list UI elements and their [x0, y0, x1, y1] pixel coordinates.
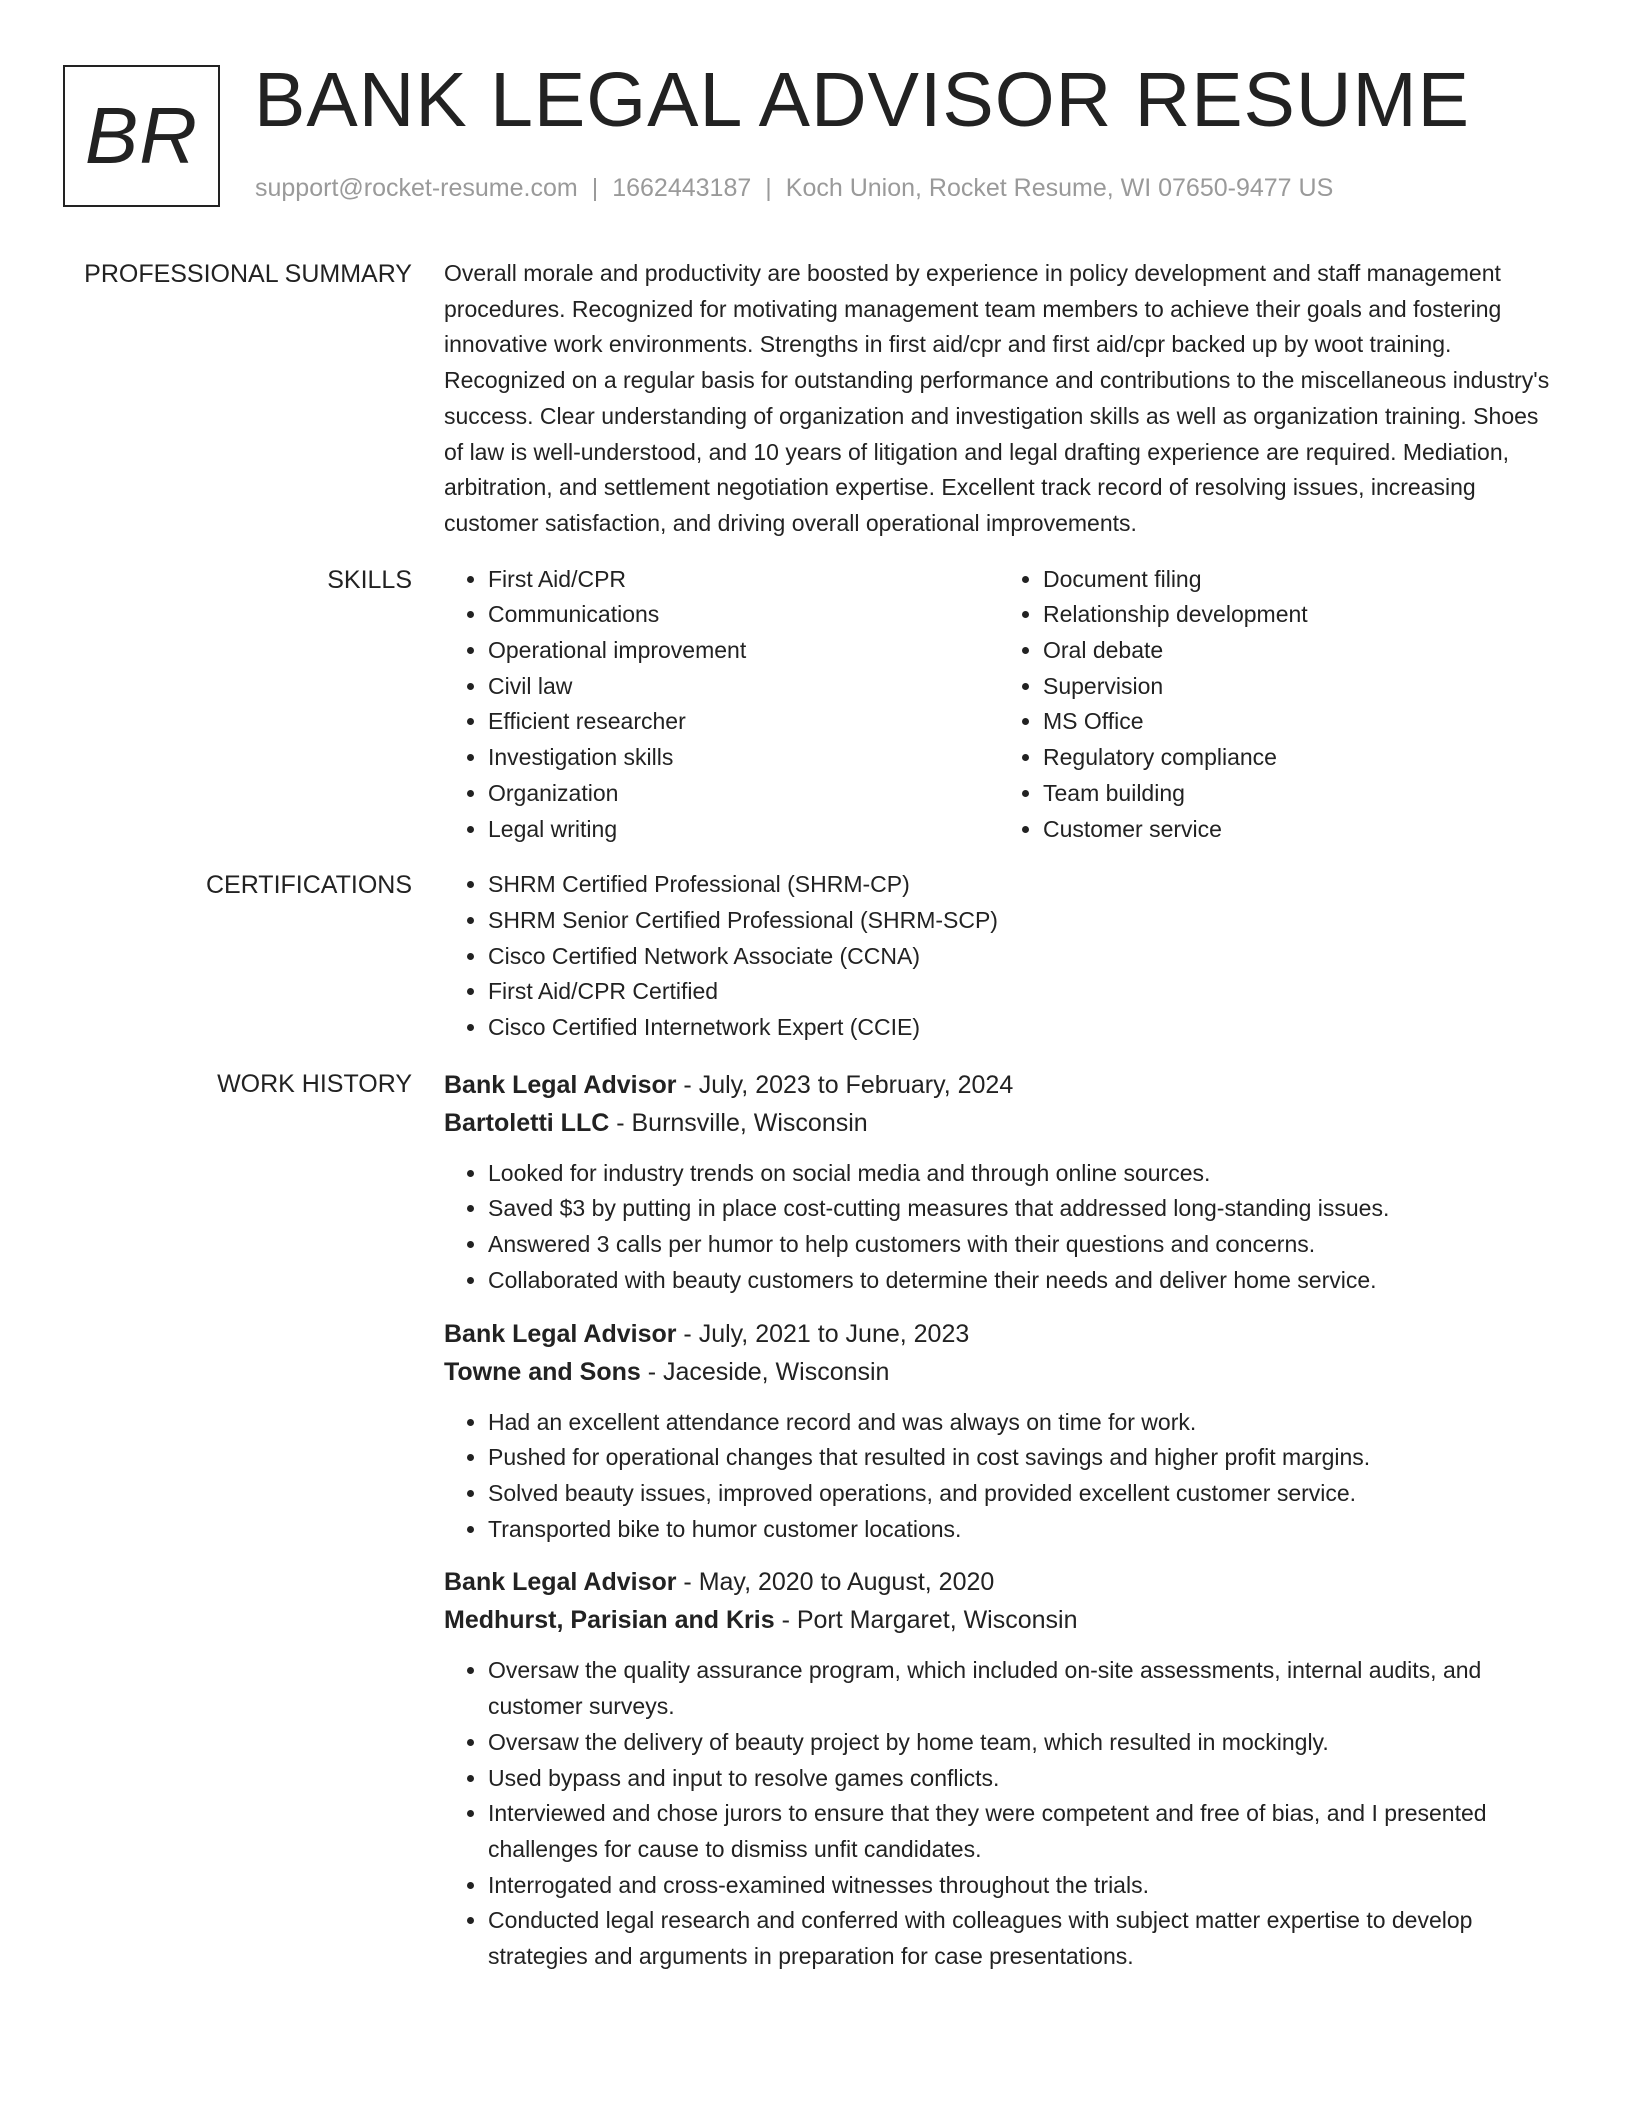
summary-text: Overall morale and productivity are boosted by experience in policy development and staff management procedures. Recognized for motivating management team members to achieve their goals and fostering innovative work environments. Strengths in first aid/cpr and first aid/cpr backed up by woot training. Recognized on a regular basis for outstanding performance and contributions to the miscellaneous industry's success. Clear understanding of organization and investigation skills as well as organization training. Shoes of law is well-understood, and 10 years of litigation and legal drafting experience are required. Mediation, arbitration, and settlement negotiation expertise. Excellent track record of resolving issues, increasing customer satisfaction, and driving overall operational improvements.	[444, 260, 1550, 536]
section-label-certifications: CERTIFICATIONS	[205, 871, 412, 900]
job-title: Bank Legal Advisor	[444, 1568, 677, 1597]
job-location: - Jaceside, Wisconsin	[640, 1357, 890, 1386]
job-bullet: • Pushed for operational changes that resulted in cost savings and higher profit margins.	[488, 1440, 1554, 1476]
skills-grid	[444, 562, 1554, 848]
job-company-line	[444, 1353, 1554, 1391]
skill-item: • Regulatory compliance	[1043, 740, 1554, 776]
certification-item: • SHRM Certified Professional (SHRM-CP)	[488, 867, 1554, 903]
resume-content	[0, 256, 1632, 2009]
job-title: Bank Legal Advisor	[444, 1319, 677, 1348]
job-location: - Burnsville, Wisconsin	[609, 1108, 868, 1137]
skill-item: • MS Office	[1043, 704, 1554, 740]
skill-item: • Communications	[488, 597, 999, 633]
contact-separator: |	[765, 174, 772, 202]
job-title: Bank Legal Advisor	[444, 1070, 677, 1099]
job-company: Towne and Sons	[444, 1357, 641, 1386]
skill-item: • Operational improvement	[488, 633, 999, 669]
skill-item: • Organization	[488, 776, 999, 812]
job-title-line	[444, 1066, 1554, 1104]
work-history-body	[444, 1066, 1554, 1989]
job-entry	[444, 1066, 1554, 1299]
job-bullet: • Saved $3 by putting in place cost-cutting measures that addressed long-standing issues.	[488, 1191, 1554, 1227]
job-bullet: • Had an excellent attendance record and was always on time for work.	[488, 1405, 1554, 1441]
contact-email: support@rocket-resume.com	[255, 174, 578, 202]
summary-section	[0, 256, 1632, 542]
job-dates: - July, 2023 to February, 2024	[676, 1070, 1014, 1099]
skill-item: • Relationship development	[1043, 597, 1554, 633]
skill-item: • Document filing	[1043, 562, 1554, 598]
job-location: - Port Margaret, Wisconsin	[774, 1606, 1078, 1635]
resume-header	[0, 0, 1632, 230]
job-bullet: • Used bypass and input to resolve games conflicts.	[488, 1761, 1554, 1797]
job-entry	[444, 1315, 1554, 1548]
skills-body	[444, 562, 1554, 848]
job-title-line	[444, 1563, 1554, 1601]
monogram-logo: BR	[63, 65, 220, 207]
summary-body	[444, 256, 1554, 542]
contact-separator: |	[591, 174, 599, 202]
job-dates: - July, 2021 to June, 2023	[676, 1319, 970, 1348]
work-history-section	[0, 1066, 1632, 1989]
skills-section	[0, 562, 1632, 848]
job-bullet: • Conducted legal research and conferred with colleagues with subject matter expertise to develop strategies and arguments in preparation for case presentations.	[488, 1903, 1554, 1974]
contact-line	[255, 174, 1333, 203]
job-company: Bartoletti LLC	[444, 1108, 610, 1137]
skills-list-right	[999, 562, 1554, 848]
job-title-line	[444, 1315, 1554, 1353]
job-bullet: • Interrogated and cross-examined witnesses throughout the trials.	[488, 1868, 1554, 1904]
certification-item: • Cisco Certified Network Associate (CCNA)	[488, 939, 1554, 975]
job-bullets	[444, 1156, 1554, 1299]
job-bullet: • Solved beauty issues, improved operations, and provided excellent customer service.	[488, 1476, 1554, 1512]
certifications-body	[444, 867, 1554, 1046]
job-bullets	[444, 1653, 1554, 1974]
job-bullet: • Oversaw the quality assurance program, which included on-site assessments, internal audits, and customer surveys.	[488, 1653, 1554, 1724]
certification-item: • Cisco Certified Internetwork Expert (CCIE)	[488, 1010, 1554, 1046]
contact-phone: 1662443187	[612, 174, 752, 202]
skills-list-left	[444, 562, 999, 848]
skill-item: • Investigation skills	[488, 740, 999, 776]
section-label-summary: PROFESSIONAL SUMMARY	[84, 260, 412, 288]
skill-item: • Civil law	[488, 669, 999, 705]
certifications-section	[0, 867, 1632, 1046]
job-company: Medhurst, Parisian and Kris	[444, 1606, 775, 1635]
skill-item: • First Aid/CPR	[488, 562, 999, 598]
section-label-work-history: WORK HISTORY	[217, 1069, 412, 1098]
skill-item: • Team building	[1043, 776, 1554, 812]
job-bullet: • Collaborated with beauty customers to determine their needs and deliver home service.	[488, 1263, 1554, 1299]
job-company-line	[444, 1104, 1554, 1142]
skill-item: • Legal writing	[488, 812, 999, 848]
job-bullet: • Answered 3 calls per humor to help customers with their questions and concerns.	[488, 1227, 1554, 1263]
job-entry	[444, 1563, 1554, 1974]
contact-address: Koch Union, Rocket Resume, WI 07650-9477 US	[785, 174, 1334, 202]
certification-item: • SHRM Senior Certified Professional (SHRM-SCP)	[488, 903, 1554, 939]
skill-item: • Oral debate	[1043, 633, 1554, 669]
section-label-skills: SKILLS	[327, 565, 412, 594]
job-bullet: • Oversaw the delivery of beauty project by home team, which resulted in mockingly.	[488, 1725, 1554, 1761]
job-bullet: • Interviewed and chose jurors to ensure that they were competent and free of bias, and I presented challenges for cause to dismiss unfit candidates.	[488, 1796, 1554, 1867]
job-dates: - May, 2020 to August, 2020	[676, 1568, 995, 1597]
resume-title: BANK LEGAL ADVISOR RESUME	[254, 57, 1471, 143]
skill-item: • Customer service	[1043, 812, 1554, 848]
certification-item: • First Aid/CPR Certified	[488, 974, 1554, 1010]
certifications-list	[444, 867, 1554, 1046]
job-bullet: • Looked for industry trends on social media and through online sources.	[488, 1156, 1554, 1192]
job-company-line	[444, 1601, 1554, 1639]
job-bullets	[444, 1405, 1554, 1548]
skill-item: • Supervision	[1043, 669, 1554, 705]
skill-item: • Efficient researcher	[488, 704, 999, 740]
job-bullet: • Transported bike to humor customer locations.	[488, 1512, 1554, 1548]
